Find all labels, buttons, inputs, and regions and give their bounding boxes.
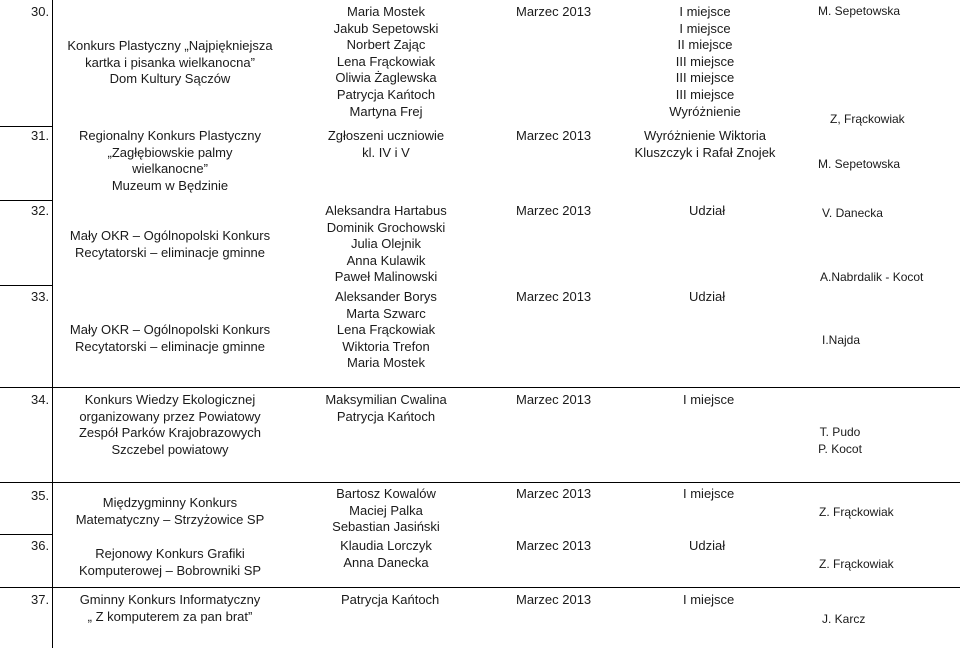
teacher: A.Nabrdalik - Kocot xyxy=(820,270,924,284)
result: Udział xyxy=(689,538,726,553)
teacher: J. Karcz xyxy=(822,612,866,626)
participants-list: Aleksandra Hartabus Dominik Grochowski Julia Olejnik Anna Kulawik Paweł Malinowski xyxy=(325,203,447,285)
result: I miejsce xyxy=(683,392,735,407)
teacher: Z. Frąckowiak xyxy=(819,557,894,571)
date: Marzec 2013 xyxy=(516,289,592,304)
date: Marzec 2013 xyxy=(516,4,592,19)
row-number: 33. xyxy=(31,289,50,304)
date: Marzec 2013 xyxy=(516,592,592,607)
row-number: 31. xyxy=(31,128,50,143)
row-number: 36. xyxy=(31,538,50,553)
participants-list: Aleksander Borys Marta Szwarc Lena Frąckowiak Wiktoria Trefon Maria Mostek xyxy=(335,289,437,371)
competition-name: Mały OKR – Ogólnopolski Konkurs Recytatorski – eliminacje gminne xyxy=(69,322,271,354)
participants-list: Klaudia Lorczyk Anna Danecka xyxy=(340,538,432,570)
teacher: Z. Frąckowiak xyxy=(819,505,894,519)
teacher: V. Danecka xyxy=(822,206,883,220)
competition-name: Międzygminny Konkurs Matematyczny – Strzyżowice SP xyxy=(75,495,265,527)
date: Marzec 2013 xyxy=(516,128,592,143)
competition-name: Gminny Konkurs Informatyczny „ Z komputerem za pan brat” xyxy=(79,592,261,624)
competition-name: Regionalny Konkurs Plastyczny „Zagłębiowskie palmy wielkanocne” Muzeum w Będzinie xyxy=(78,128,262,193)
teacher: M. Sepetowska xyxy=(818,157,901,171)
participant: Patrycja Kańtoch xyxy=(341,592,440,607)
row-separator xyxy=(0,482,960,483)
row-separator xyxy=(0,534,52,535)
row-separator xyxy=(0,200,52,201)
row-number: 37. xyxy=(31,592,50,607)
date: Marzec 2013 xyxy=(516,392,592,407)
row-separator xyxy=(0,587,960,588)
date: Marzec 2013 xyxy=(516,203,592,218)
result: I miejsce xyxy=(683,592,735,607)
result: Udział xyxy=(689,203,726,218)
teacher: T. Pudo P. Kocot xyxy=(818,425,862,456)
result-list: I miejsce I miejsce II miejsce III miejsce III miejsce III miejsce Wyróżnienie xyxy=(669,4,741,119)
participants-list: Maria Mostek Jakub Sepetowski Norbert Zając Lena Frąckowiak Oliwia Żaglewska Patrycja Kańtoch Martyna Frej xyxy=(333,4,439,119)
teacher: I.Najda xyxy=(822,333,861,347)
row-separator xyxy=(0,285,52,286)
table-border-left xyxy=(52,0,53,648)
row-number: 35. xyxy=(31,488,50,503)
row-separator xyxy=(0,387,960,388)
participants-list: Bartosz Kowalów Maciej Palka Sebastian Jasiński xyxy=(332,486,440,535)
date: Marzec 2013 xyxy=(516,486,592,501)
row-number: 30. xyxy=(31,4,50,19)
row-separator xyxy=(0,126,52,127)
row-number: 32. xyxy=(31,203,50,218)
result: Udział xyxy=(689,289,726,304)
teacher: Z, Frąckowiak xyxy=(830,112,905,126)
competition-name: Mały OKR – Ogólnopolski Konkurs Recytatorski – eliminacje gminne xyxy=(69,228,271,260)
participants-list: Zgłoszeni uczniowie kl. IV i V xyxy=(327,128,445,160)
result-list: Wyróżnienie Wiktoria Kluszczyk i Rafał Znojek xyxy=(634,128,776,160)
competition-name: Rejonowy Konkurs Grafiki Komputerowej – Bobrowniki SP xyxy=(78,546,262,578)
competition-name: Konkurs Wiedzy Ekologicznej organizowany przez Powiatowy Zespół Parków Krajobrazowych Szczebel powiatowy xyxy=(78,392,262,457)
teacher: M. Sepetowska xyxy=(818,4,901,18)
competition-name: Konkurs Plastyczny „Najpiękniejsza kartka i pisanka wielkanocna” Dom Kultury Sączów xyxy=(67,38,273,87)
date: Marzec 2013 xyxy=(516,538,592,553)
row-number: 34. xyxy=(31,392,50,407)
result: I miejsce xyxy=(683,486,735,501)
participants-list: Maksymilian Cwalina Patrycja Kańtoch xyxy=(325,392,447,424)
